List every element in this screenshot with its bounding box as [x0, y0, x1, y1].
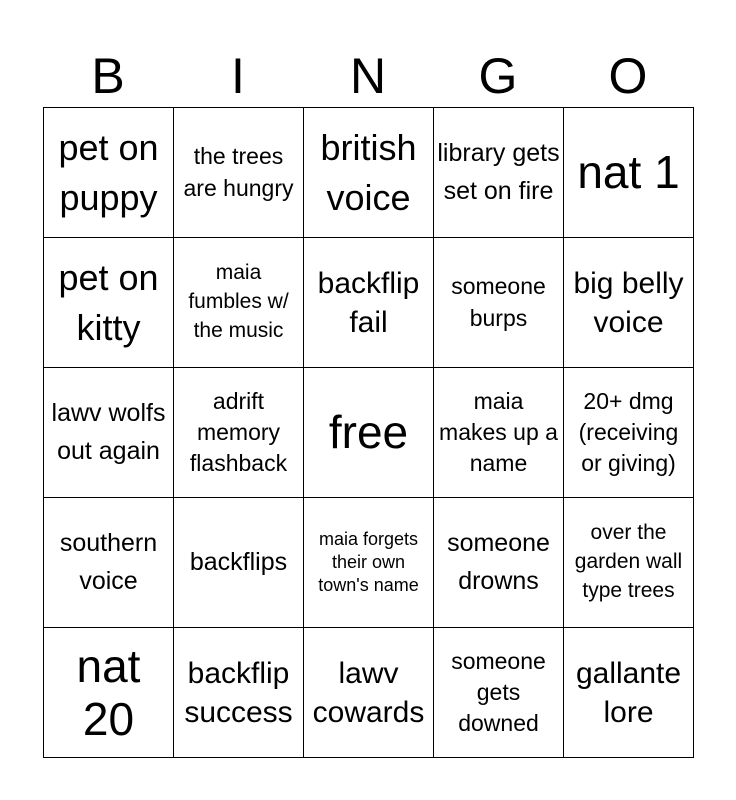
bingo-board [43, 107, 694, 758]
header-letter-b: B [91, 48, 125, 104]
header-letter-o: O [608, 48, 648, 104]
bingo-cell[interactable]: lawv wolfs out again [44, 368, 174, 498]
bingo-cell[interactable]: nat 20 [44, 628, 174, 758]
bingo-cell[interactable]: british voice [304, 108, 434, 238]
bingo-cell[interactable]: over the garden wall type trees [564, 498, 694, 628]
free-space-cell[interactable]: free [304, 368, 434, 498]
bingo-cell[interactable]: someone gets downed [434, 628, 564, 758]
header-letter-n: N [349, 48, 387, 104]
bingo-cell[interactable]: 20+ dmg (receiving or giving) [564, 368, 694, 498]
bingo-cell[interactable]: backflip success [174, 628, 304, 758]
bingo-cell[interactable]: maia makes up a name [434, 368, 564, 498]
bingo-cell[interactable]: the trees are hungry [174, 108, 304, 238]
bingo-cell[interactable]: library gets set on fire [434, 108, 564, 238]
bingo-cell[interactable]: nat 1 [564, 108, 694, 238]
bingo-cell[interactable]: pet on kitty [44, 238, 174, 368]
bingo-cell[interactable]: gallante lore [564, 628, 694, 758]
bingo-cell[interactable]: maia forgets their own town's name [304, 498, 434, 628]
bingo-cell[interactable]: big belly voice [564, 238, 694, 368]
bingo-header [43, 44, 693, 108]
header-letter-i: I [231, 48, 245, 104]
bingo-cell[interactable]: pet on puppy [44, 108, 174, 238]
bingo-cell[interactable]: backflip fail [304, 238, 434, 368]
bingo-cell[interactable]: adrift memory flashback [174, 368, 304, 498]
bingo-cell[interactable]: someone drowns [434, 498, 564, 628]
bingo-cell[interactable]: backflips [174, 498, 304, 628]
bingo-cell[interactable]: maia fumbles w/ the music [174, 238, 304, 368]
bingo-cell[interactable]: southern voice [44, 498, 174, 628]
bingo-cell[interactable]: someone burps [434, 238, 564, 368]
bingo-cell[interactable]: lawv cowards [304, 628, 434, 758]
header-letter-g: G [478, 48, 518, 104]
